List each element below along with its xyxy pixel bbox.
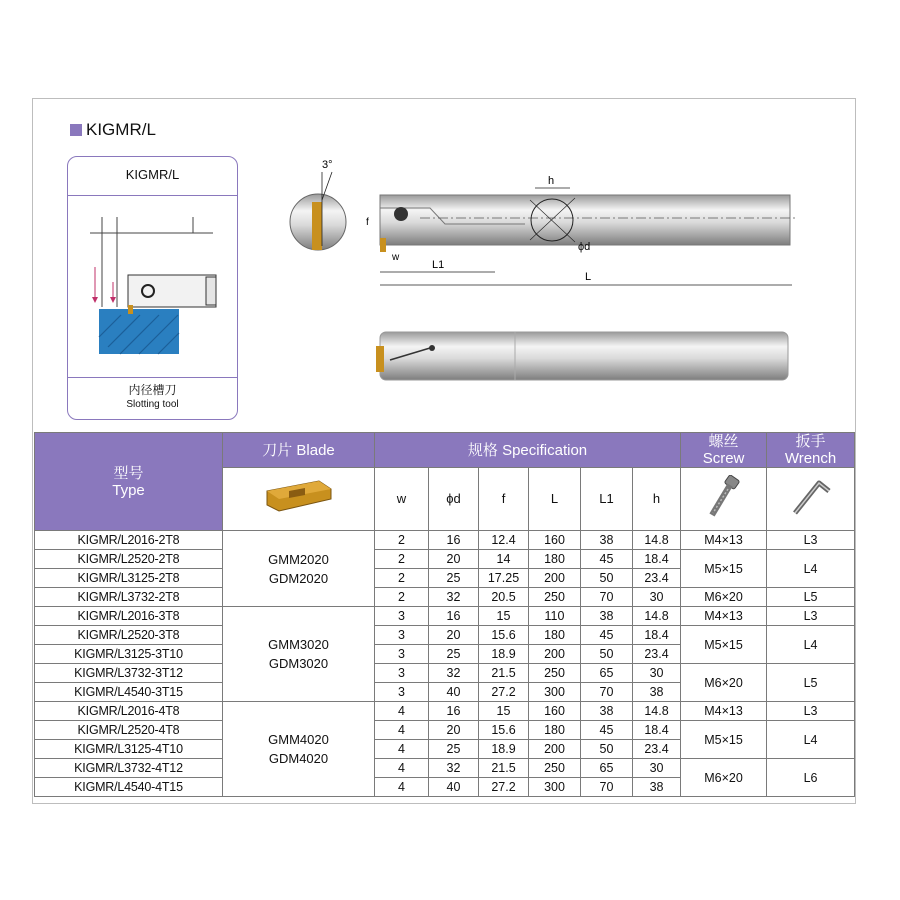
w-cell: 4 [375,778,429,797]
type-header-cn: 型号 [113,464,144,482]
header-row-1 [35,433,855,468]
w-cell: 3 [375,607,429,626]
blade-line1: GMM4020 [268,732,329,747]
type-header [35,433,223,531]
type-cell: KIGMR/L3125-4T10 [35,740,223,759]
blade-line2: GDM3020 [268,656,329,671]
tool-drawing [280,150,810,390]
f-label: f [366,217,369,228]
L1-cell: 70 [581,778,633,797]
screw-header [681,433,767,468]
title-marker [70,124,82,136]
wrench-cell: L3 [767,702,855,721]
f-cell: 27.2 [479,778,529,797]
wrench-cell: L3 [767,607,855,626]
blade-cell [223,607,375,702]
L-cell: 160 [529,702,581,721]
blade-line2: GDM2020 [268,570,329,586]
d-cell: 16 [429,607,479,626]
w-cell: 3 [375,626,429,645]
w-cell: 4 [375,740,429,759]
h-cell: 14.8 [633,531,681,550]
h-cell: 18.4 [633,721,681,740]
L-cell: 300 [529,778,581,797]
blade-line1: GMM3020 [268,637,329,652]
type-cell: KIGMR/L2016-4T8 [35,702,223,721]
d-cell: 20 [429,721,479,740]
h-cell: 18.4 [633,626,681,645]
L1-cell: 50 [581,645,633,664]
w-cell: 3 [375,645,429,664]
hex-wrench-icon [789,475,833,519]
col-L1: L1 [581,468,633,531]
type-cell: KIGMR/L2520-2T8 [35,550,223,569]
w-cell: 2 [375,588,429,607]
L1-cell: 38 [581,531,633,550]
L-cell: 250 [529,664,581,683]
wrench-header [767,433,855,468]
d-cell: 16 [429,531,479,550]
blade-line2: GDM4020 [268,751,329,766]
diagram-divider-bottom [68,377,237,378]
h-cell: 18.4 [633,550,681,569]
w-cell: 4 [375,721,429,740]
d-cell: 25 [429,740,479,759]
L1-cell: 50 [581,740,633,759]
wrench-cell: L4 [767,626,855,664]
render-blade [376,346,384,372]
f-cell: 21.5 [479,759,529,778]
d-cell: 20 [429,626,479,645]
d-cell: 32 [429,664,479,683]
w-cell: 4 [375,702,429,721]
screw-cell: M5×15 [681,550,767,588]
f-cell: 15 [479,702,529,721]
blade-image-cell [223,468,375,531]
d-cell: 16 [429,702,479,721]
blade-cell [223,531,375,607]
type-cell: KIGMR/L2016-3T8 [35,607,223,626]
h-cell: 23.4 [633,569,681,588]
table-row [35,588,855,607]
w-cell: 3 [375,664,429,683]
L1-cell: 45 [581,626,633,645]
col-h: h [633,468,681,531]
blade-cell [223,702,375,797]
wrench-cell: L4 [767,550,855,588]
f-cell: 14 [479,550,529,569]
diagram-title: KIGMR/L [125,167,180,182]
L-cell: 200 [529,740,581,759]
wrench-header-cn: 扳手 [795,433,826,450]
d-cell: 40 [429,683,479,702]
L1-cell: 65 [581,759,633,778]
table-row [35,759,855,778]
blade-line1: GMM2020 [268,551,329,567]
f-cell: 15.6 [479,626,529,645]
L-cell: 110 [529,607,581,626]
col-f: f [479,468,529,531]
f-cell: 21.5 [479,664,529,683]
slotting-diagram-box [67,156,238,420]
end-view-blade [312,202,322,250]
L-cell: 300 [529,683,581,702]
screw-cell: M6×20 [681,664,767,702]
screw-cell: M5×15 [681,721,767,759]
type-header-en: Type [112,481,145,499]
table-row [35,626,855,645]
L-cell: 250 [529,588,581,607]
L-cell: 180 [529,626,581,645]
h-cell: 23.4 [633,740,681,759]
L-label: L [585,271,592,283]
L-cell: 200 [529,569,581,588]
screw-cell: M6×20 [681,759,767,797]
screw-icon [704,475,744,519]
w-label: w [392,252,400,263]
L-cell: 160 [529,531,581,550]
w-cell: 2 [375,569,429,588]
h-cell: 30 [633,588,681,607]
table-row [35,702,855,721]
f-cell: 20.5 [479,588,529,607]
L1-label: L1 [432,259,445,271]
col-L: L [529,468,581,531]
phi-d-label: ϕd [578,241,591,253]
d-cell: 32 [429,588,479,607]
type-cell: KIGMR/L4540-4T15 [35,778,223,797]
caption-cn: 内径槽刀 [128,383,177,397]
wrench-cell: L5 [767,664,855,702]
h-cell: 14.8 [633,702,681,721]
table-row [35,721,855,740]
screw-header-en: Screw [702,450,745,467]
col-d: ϕd [429,468,479,531]
side-view-blade [380,238,386,252]
h-cell: 23.4 [633,645,681,664]
L1-cell: 65 [581,664,633,683]
w-cell: 2 [375,531,429,550]
f-cell: 15 [479,607,529,626]
tool-render [380,332,788,380]
blade-insert-icon [261,477,337,517]
clamp-screw [394,207,408,221]
screw-cell: M4×13 [681,607,767,626]
w-cell: 3 [375,683,429,702]
wrench-cell: L4 [767,721,855,759]
wrench-image-cell [767,468,855,531]
f-cell: 17.25 [479,569,529,588]
L1-cell: 38 [581,702,633,721]
screw-image-cell [681,468,767,531]
section-title [70,120,156,140]
type-cell: KIGMR/L3125-2T8 [35,569,223,588]
table-row [35,550,855,569]
f-cell: 27.2 [479,683,529,702]
h-cell: 14.8 [633,607,681,626]
f-cell: 18.9 [479,645,529,664]
type-cell: KIGMR/L2520-3T8 [35,626,223,645]
L1-cell: 45 [581,550,633,569]
L1-cell: 45 [581,721,633,740]
f-cell: 18.9 [479,740,529,759]
spec-table [34,432,855,797]
h-cell: 30 [633,759,681,778]
type-cell: KIGMR/L3732-2T8 [35,588,223,607]
spec-header: 规格 Specification [375,433,681,468]
table-row [35,664,855,683]
L1-cell: 70 [581,588,633,607]
screw-cell: M5×15 [681,626,767,664]
f-cell: 12.4 [479,531,529,550]
L-cell: 180 [529,550,581,569]
L-cell: 200 [529,645,581,664]
f-cell: 15.6 [479,721,529,740]
wrench-cell: L6 [767,759,855,797]
table-row [35,607,855,626]
angle-label: 3° [322,159,333,171]
L1-cell: 38 [581,607,633,626]
screw-cell: M4×13 [681,531,767,550]
col-w: w [375,468,429,531]
d-cell: 20 [429,550,479,569]
type-cell: KIGMR/L3732-3T12 [35,664,223,683]
L-cell: 250 [529,759,581,778]
wrench-cell: L5 [767,588,855,607]
L1-cell: 70 [581,683,633,702]
d-cell: 32 [429,759,479,778]
w-cell: 4 [375,759,429,778]
type-cell: KIGMR/L4540-3T15 [35,683,223,702]
type-cell: KIGMR/L3125-3T10 [35,645,223,664]
type-cell: KIGMR/L3732-4T12 [35,759,223,778]
L-cell: 180 [529,721,581,740]
h-cell: 38 [633,778,681,797]
h-cell: 38 [633,683,681,702]
h-label: h [548,175,555,187]
L1-cell: 50 [581,569,633,588]
screw-header-cn: 螺丝 [708,433,739,450]
d-cell: 25 [429,569,479,588]
wrench-header-en: Wrench [784,450,837,467]
slotting-schematic [68,197,238,377]
wrench-cell: L3 [767,531,855,550]
caption-en: Slotting tool [126,399,179,410]
type-cell: KIGMR/L2016-2T8 [35,531,223,550]
blade-header: 刀片 Blade [223,433,375,468]
diagram-divider-top [68,195,237,196]
h-cell: 30 [633,664,681,683]
screw-cell: M6×20 [681,588,767,607]
screw-cell: M4×13 [681,702,767,721]
w-cell: 2 [375,550,429,569]
d-cell: 40 [429,778,479,797]
section-title-text: KIGMR/L [86,120,156,139]
type-cell: KIGMR/L2520-4T8 [35,721,223,740]
d-cell: 25 [429,645,479,664]
table-row [35,531,855,550]
